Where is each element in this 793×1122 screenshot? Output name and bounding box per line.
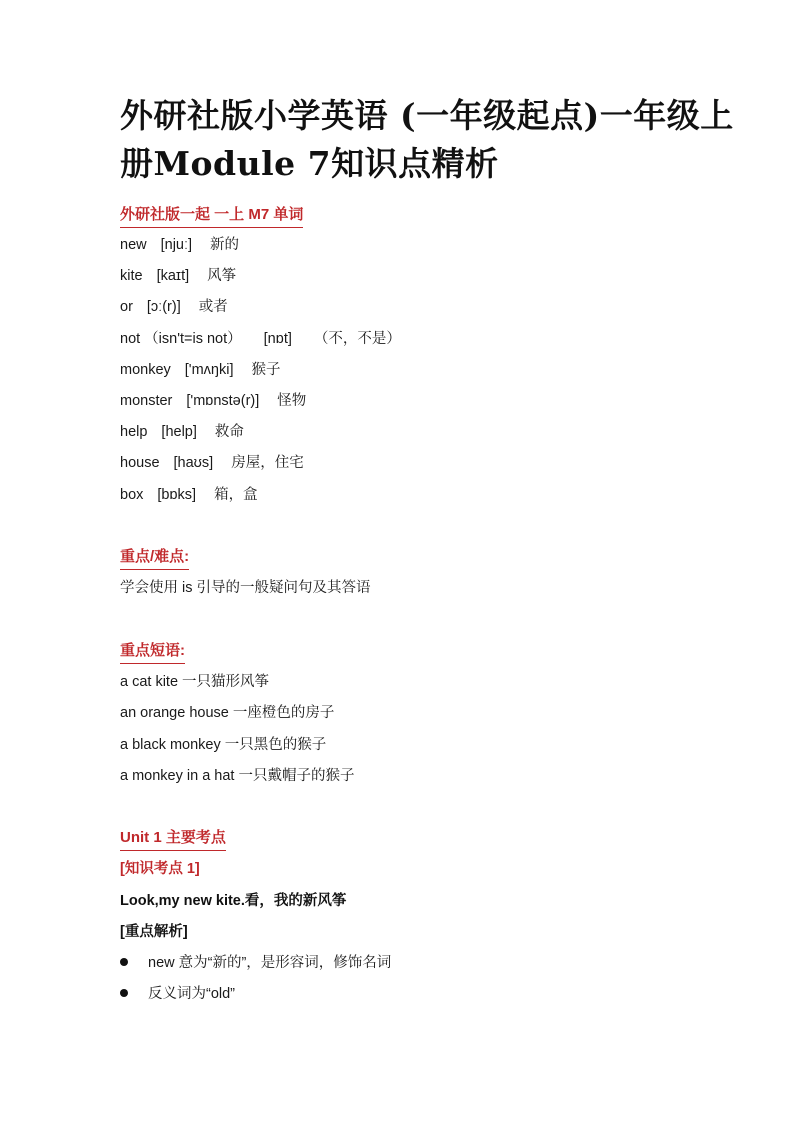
vocab-word: monster <box>120 393 173 409</box>
vocab-word: new <box>120 237 147 253</box>
analysis-bullet <box>120 953 391 973</box>
vocab-item <box>120 266 236 286</box>
vocab-meaning: 风筝 <box>207 268 237 284</box>
phrase-item: a black monkey 一只黑色的猴子 <box>120 737 327 753</box>
key-points-heading: 重点/难点: <box>120 546 189 570</box>
key-points-text: 学会使用 is 引导的一般疑问句及其答语 <box>120 580 371 596</box>
bullet-text: new 意为“新的”，是形容词，修饰名词 <box>148 955 392 971</box>
phrases-heading: 重点短语: <box>120 640 185 664</box>
analysis-bullet <box>120 984 235 1004</box>
knowledge-point-label: [知识考点 1] <box>120 861 200 877</box>
vocab-ipa: [help] <box>161 424 197 440</box>
vocab-word: help <box>120 424 148 440</box>
vocab-meaning: 怪物 <box>277 393 307 409</box>
phrase-item: a monkey in a hat 一只戴帽子的猴子 <box>120 768 355 784</box>
vocab-word: box <box>120 487 144 503</box>
bullet-dot <box>120 958 128 966</box>
vocab-word: kite <box>120 268 143 284</box>
analysis-label: [重点解析] <box>120 924 188 940</box>
unit1-heading: Unit 1 主要考点 <box>120 827 226 851</box>
vocab-meaning: 箱，盒 <box>214 487 258 503</box>
vocab-meaning: （不，不是） <box>313 331 401 347</box>
vocab-section-heading: 外研社版一起 一上 M7 单词 <box>120 204 303 228</box>
vocab-meaning: 救命 <box>214 424 244 440</box>
vocab-meaning: 房屋，住宅 <box>231 455 304 471</box>
vocab-item <box>120 297 228 317</box>
vocab-item <box>120 453 304 473</box>
vocab-item <box>120 360 280 380</box>
vocab-ipa: [haʊs] <box>173 455 214 471</box>
vocab-ipa: ['mɒnstə(r)] <box>186 393 260 409</box>
vocab-item <box>120 235 239 255</box>
vocab-word: or <box>120 299 133 315</box>
vocab-word: monkey <box>120 362 171 378</box>
vocab-item <box>120 485 258 505</box>
vocab-ipa: [njuː] <box>160 237 193 253</box>
vocab-ipa: [kaɪt] <box>156 268 190 284</box>
vocab-word: not （isn't=is not） <box>120 331 242 347</box>
phrase-item: an orange house 一座橙色的房子 <box>120 705 335 721</box>
bullet-text: 反义词为“old” <box>148 986 236 1002</box>
vocab-ipa: [bɒks] <box>157 487 197 503</box>
vocab-ipa: [ɔː(r)] <box>146 299 181 315</box>
vocab-item <box>120 422 244 442</box>
phrase-item: a cat kite 一只猫形风筝 <box>120 674 270 690</box>
vocab-ipa: ['mʌŋki] <box>184 362 234 378</box>
vocab-meaning: 猴子 <box>251 362 281 378</box>
vocab-word: house <box>120 455 160 471</box>
vocab-meaning: 或者 <box>198 299 228 315</box>
vocab-item <box>120 329 401 349</box>
document-title: 外研社版小学英语 (一年级起点)一年级上册Module 7知识点精析 <box>120 96 734 183</box>
example-sentence: Look,my new kite.看，我的新风筝 <box>120 893 347 909</box>
vocab-ipa: [nɒt] <box>263 331 292 347</box>
bullet-dot <box>120 989 128 997</box>
vocab-item <box>120 391 306 411</box>
vocab-meaning: 新的 <box>210 237 240 253</box>
